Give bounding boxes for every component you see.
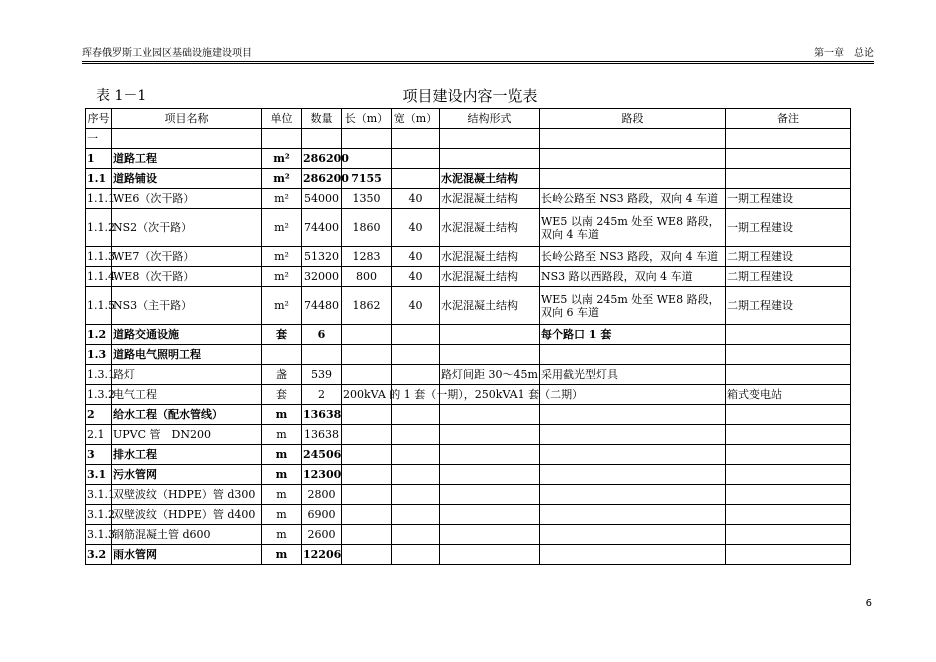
structure-cell: 水泥混凝土结构 — [440, 169, 540, 189]
unit-cell: m — [262, 425, 302, 445]
unit-cell: m² — [262, 189, 302, 209]
table-row — [86, 485, 851, 505]
section-cell — [540, 405, 726, 425]
remark-cell — [726, 345, 851, 365]
quantity-cell: 539 — [302, 365, 342, 385]
length-cell: 1350 — [342, 189, 392, 209]
quantity-cell — [302, 129, 342, 149]
length-cell — [342, 345, 392, 365]
section-cell: 每个路口 1 套 — [540, 325, 726, 345]
section-cell: 长岭公路至 NS3 路段，双向 4 车道 — [540, 189, 726, 209]
table-row — [86, 209, 851, 247]
width-cell: 40 — [392, 247, 440, 267]
remark-cell — [726, 485, 851, 505]
width-cell — [392, 129, 440, 149]
item-name-cell: 双壁波纹（HDPE）管 d300 — [112, 485, 262, 505]
section-cell: 长岭公路至 NS3 路段，双向 4 车道 — [540, 247, 726, 267]
header-cell: 路段 — [540, 109, 726, 129]
item-name-cell: 道路铺设 — [112, 169, 262, 189]
structure-cell — [440, 345, 540, 365]
table-row — [86, 267, 851, 287]
length-cell: 200kVA 的 1 套（一期），250kVA1 套（二期） — [342, 385, 392, 405]
row-number-cell: 3.1 — [86, 465, 112, 485]
row-number-cell: 2.1 — [86, 425, 112, 445]
remark-cell: 二期工程建设 — [726, 267, 851, 287]
unit-cell: m² — [262, 247, 302, 267]
table-row — [86, 365, 851, 385]
remark-cell — [726, 169, 851, 189]
unit-cell: m — [262, 545, 302, 565]
width-cell — [392, 149, 440, 169]
remark-cell — [726, 545, 851, 565]
row-number-cell: 1 — [86, 149, 112, 169]
unit-cell: m — [262, 485, 302, 505]
header-rule — [82, 61, 874, 62]
item-name-cell: 电气工程 — [112, 385, 262, 405]
remark-cell — [726, 505, 851, 525]
quantity-cell: 286200 — [302, 149, 342, 169]
length-cell: 1860 — [342, 209, 392, 247]
header-cell: 长（m） — [342, 109, 392, 129]
page-number: 6 — [865, 598, 872, 609]
table-row — [86, 405, 851, 425]
table-number: 表 1－1 — [96, 88, 147, 104]
length-cell — [342, 405, 392, 425]
item-name-cell: 双壁波纹（HDPE）管 d400 — [112, 505, 262, 525]
section-cell: 采用截光型灯具 — [540, 365, 726, 385]
unit-cell: m² — [262, 149, 302, 169]
table-row — [86, 169, 851, 189]
structure-cell: 水泥混凝土结构 — [440, 247, 540, 267]
row-number-cell: 1.2 — [86, 325, 112, 345]
structure-cell — [440, 129, 540, 149]
section-cell: WE5 以南 245m 处至 WE8 路段，双向 4 车道 — [540, 209, 726, 247]
width-cell — [392, 425, 440, 445]
item-name-cell: NS3（主干路） — [112, 287, 262, 325]
table-row — [86, 505, 851, 525]
row-number-cell: 3.1.2 — [86, 505, 112, 525]
quantity-cell: 2 — [302, 385, 342, 405]
table-row — [86, 425, 851, 445]
quantity-cell: 13638 — [302, 405, 342, 425]
remark-cell — [726, 129, 851, 149]
section-cell — [540, 425, 726, 445]
header-cell: 备注 — [726, 109, 851, 129]
header-cell: 结构形式 — [440, 109, 540, 129]
row-number-cell: 1.1 — [86, 169, 112, 189]
table-row — [86, 325, 851, 345]
quantity-cell: 6 — [302, 325, 342, 345]
section-cell — [540, 545, 726, 565]
width-cell: 40 — [392, 209, 440, 247]
remark-cell — [726, 445, 851, 465]
row-number-cell: 3.2 — [86, 545, 112, 565]
header-cell: 宽（m） — [392, 109, 440, 129]
remark-cell: 一期工程建设 — [726, 209, 851, 247]
structure-cell: 水泥混凝土结构 — [440, 267, 540, 287]
width-cell: 40 — [392, 189, 440, 209]
item-name-cell — [112, 129, 262, 149]
structure-cell: 水泥混凝土结构 — [440, 209, 540, 247]
width-cell — [392, 465, 440, 485]
item-name-cell: 道路交通设施 — [112, 325, 262, 345]
width-cell: 40 — [392, 287, 440, 325]
length-cell — [342, 325, 392, 345]
unit-cell: m² — [262, 287, 302, 325]
quantity-cell: 2800 — [302, 485, 342, 505]
unit-cell: m² — [262, 267, 302, 287]
length-cell: 1283 — [342, 247, 392, 267]
quantity-cell: 24506 — [302, 445, 342, 465]
remark-cell: 箱式变电站 — [726, 385, 851, 405]
unit-cell: m² — [262, 169, 302, 189]
section-cell — [540, 525, 726, 545]
remark-cell: 一期工程建设 — [726, 189, 851, 209]
structure-cell — [440, 425, 540, 445]
length-cell — [342, 149, 392, 169]
row-number-cell: 一 — [86, 129, 112, 149]
section-cell — [540, 129, 726, 149]
unit-cell — [262, 345, 302, 365]
table-title: 项目建设内容一览表 — [402, 87, 538, 105]
row-number-cell: 3.1.1 — [86, 485, 112, 505]
item-name-cell: WE7（次干路） — [112, 247, 262, 267]
item-name-cell: 污水管网 — [112, 465, 262, 485]
structure-cell — [440, 325, 540, 345]
section-cell — [540, 149, 726, 169]
remark-cell — [726, 365, 851, 385]
width-cell: 40 — [392, 267, 440, 287]
length-cell — [342, 545, 392, 565]
length-cell: 7155 — [342, 169, 392, 189]
unit-cell: 套 — [262, 325, 302, 345]
width-cell — [392, 505, 440, 525]
quantity-cell: 6900 — [302, 505, 342, 525]
quantity-cell: 12206 — [302, 545, 342, 565]
section-cell: NS3 路以西路段，双向 4 车道 — [540, 267, 726, 287]
quantity-cell: 2600 — [302, 525, 342, 545]
item-name-cell: NS2（次干路） — [112, 209, 262, 247]
width-cell — [392, 169, 440, 189]
width-cell — [392, 325, 440, 345]
section-cell: WE5 以南 245m 处至 WE8 路段，双向 6 车道 — [540, 287, 726, 325]
item-name-cell: 给水工程（配水管线） — [112, 405, 262, 425]
remark-cell — [726, 425, 851, 445]
unit-cell: m² — [262, 209, 302, 247]
structure-cell — [440, 445, 540, 465]
quantity-cell: 32000 — [302, 267, 342, 287]
quantity-cell: 12300 — [302, 465, 342, 485]
row-number-cell: 1.1.1 — [86, 189, 112, 209]
structure-cell — [440, 485, 540, 505]
length-cell: 800 — [342, 267, 392, 287]
section-cell — [540, 445, 726, 465]
width-cell — [392, 485, 440, 505]
chapter-title: 第一章 总论 — [814, 48, 874, 59]
remark-cell: 二期工程建设 — [726, 247, 851, 267]
length-cell — [342, 505, 392, 525]
header-rule-second — [82, 63, 874, 64]
structure-cell: 水泥混凝土结构 — [440, 287, 540, 325]
table-row — [86, 345, 851, 365]
table-row — [86, 545, 851, 565]
structure-cell — [440, 149, 540, 169]
row-number-cell: 1.3 — [86, 345, 112, 365]
unit-cell: m — [262, 525, 302, 545]
length-cell: 1862 — [342, 287, 392, 325]
structure-cell — [440, 545, 540, 565]
section-cell — [540, 169, 726, 189]
row-number-cell: 3.1.3 — [86, 525, 112, 545]
item-name-cell: 路灯 — [112, 365, 262, 385]
length-cell — [342, 485, 392, 505]
table-row — [86, 385, 851, 405]
remark-cell — [726, 325, 851, 345]
item-name-cell: 雨水管网 — [112, 545, 262, 565]
unit-cell — [262, 129, 302, 149]
structure-cell: 路灯间距 30～45m — [440, 365, 540, 385]
row-number-cell: 1.3.2 — [86, 385, 112, 405]
quantity-cell: 74400 — [302, 209, 342, 247]
row-number-cell: 1.1.4 — [86, 267, 112, 287]
table-row — [86, 445, 851, 465]
unit-cell: m — [262, 505, 302, 525]
project-scope-table — [85, 108, 851, 565]
length-cell — [342, 129, 392, 149]
structure-cell — [440, 465, 540, 485]
row-number-cell: 1.3.1 — [86, 365, 112, 385]
width-cell — [392, 525, 440, 545]
table-row — [86, 189, 851, 209]
table-row — [86, 525, 851, 545]
table-row — [86, 287, 851, 325]
unit-cell: 套 — [262, 385, 302, 405]
structure-cell — [440, 505, 540, 525]
running-header — [82, 47, 874, 61]
width-cell — [392, 345, 440, 365]
row-number-cell: 3 — [86, 445, 112, 465]
item-name-cell: WE8（次干路） — [112, 267, 262, 287]
quantity-cell: 13638 — [302, 425, 342, 445]
length-cell — [342, 525, 392, 545]
item-name-cell: 道路电气照明工程 — [112, 345, 262, 365]
length-cell — [342, 465, 392, 485]
project-title: 珲春俄罗斯工业园区基础设施建设项目 — [82, 48, 252, 59]
quantity-cell — [302, 345, 342, 365]
remark-cell — [726, 525, 851, 545]
table-row — [86, 129, 851, 149]
section-cell — [540, 465, 726, 485]
header-cell: 单位 — [262, 109, 302, 129]
unit-cell: m — [262, 465, 302, 485]
structure-cell: 水泥混凝土结构 — [440, 189, 540, 209]
item-name-cell: WE6（次干路） — [112, 189, 262, 209]
row-number-cell: 1.1.5 — [86, 287, 112, 325]
width-cell — [392, 405, 440, 425]
table-row — [86, 149, 851, 169]
header-cell: 数量 — [302, 109, 342, 129]
item-name-cell: 道路工程 — [112, 149, 262, 169]
width-cell — [392, 365, 440, 385]
remark-cell: 二期工程建设 — [726, 287, 851, 325]
section-cell — [540, 345, 726, 365]
length-cell — [342, 425, 392, 445]
header-cell: 序号 — [86, 109, 112, 129]
length-cell — [342, 365, 392, 385]
quantity-cell: 286200 — [302, 169, 342, 189]
unit-cell: m — [262, 405, 302, 425]
remark-cell — [726, 405, 851, 425]
table-row — [86, 247, 851, 267]
unit-cell: 盏 — [262, 365, 302, 385]
length-cell — [342, 445, 392, 465]
quantity-cell: 51320 — [302, 247, 342, 267]
row-number-cell: 1.1.3 — [86, 247, 112, 267]
width-cell — [392, 545, 440, 565]
header-cell: 项目名称 — [112, 109, 262, 129]
table-row — [86, 465, 851, 485]
table-header-row — [86, 109, 851, 129]
structure-cell — [440, 525, 540, 545]
row-number-cell: 2 — [86, 405, 112, 425]
structure-cell — [440, 405, 540, 425]
section-cell — [540, 505, 726, 525]
remark-cell — [726, 465, 851, 485]
item-name-cell: UPVC 管 DN200 — [112, 425, 262, 445]
unit-cell: m — [262, 445, 302, 465]
item-name-cell: 钢筋混凝土管 d600 — [112, 525, 262, 545]
item-name-cell: 排水工程 — [112, 445, 262, 465]
quantity-cell: 54000 — [302, 189, 342, 209]
width-cell — [392, 445, 440, 465]
row-number-cell: 1.1.2 — [86, 209, 112, 247]
section-cell — [540, 485, 726, 505]
remark-cell — [726, 149, 851, 169]
quantity-cell: 74480 — [302, 287, 342, 325]
